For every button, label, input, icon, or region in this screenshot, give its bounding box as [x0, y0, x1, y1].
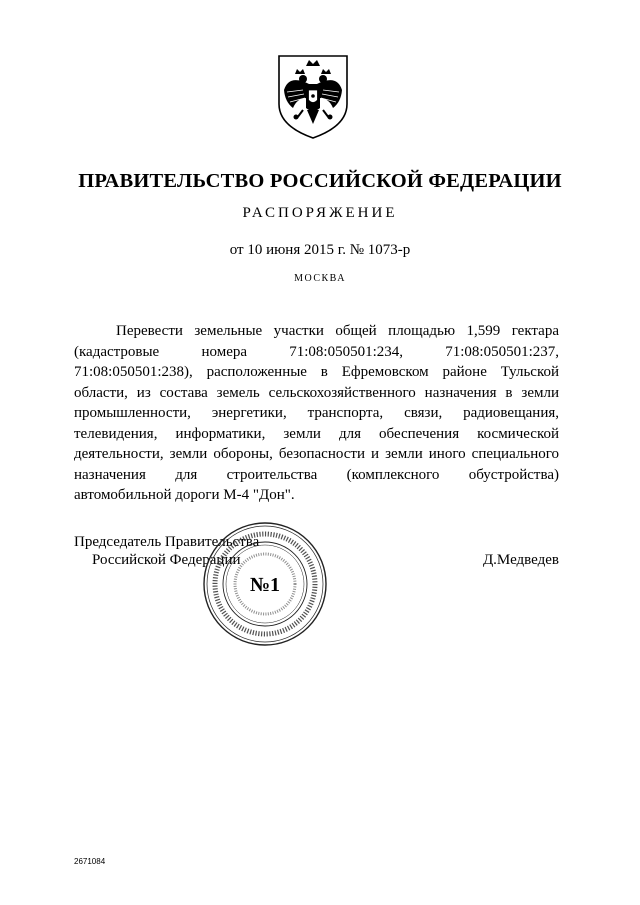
body-line: 71:08:050501:238), расположенные в Ефремовском районе Тульской — [74, 364, 559, 380]
body-line: промышленности, энергетики, транспорта, связи, радиовещания, — [74, 405, 559, 421]
russian-coat-of-arms-icon — [273, 52, 353, 140]
official-stamp-seal-icon — [201, 520, 329, 648]
body-line: автомобильной дороги М-4 "Дон". — [74, 487, 295, 503]
body-line: области, из состава земель сельскохозяйственного назначения в земли — [74, 384, 559, 401]
document-city: МОСКВА — [294, 273, 346, 284]
government-title: ПРАВИТЕЛЬСТВО РОССИЙСКОЙ ФЕДЕРАЦИИ — [78, 170, 562, 192]
body-line: назначения для строительства (комплексного обустройства) — [74, 466, 559, 483]
signer-position-line1: Председатель Правительства — [74, 534, 260, 550]
body-line: (кадастровые номера 71:08:050501:234, 71:08:050501:237, — [74, 343, 559, 360]
order-body-text — [74, 321, 559, 506]
signer-position-line2: Российской Федерации — [92, 552, 241, 568]
document-date-number: от 10 июня 2015 г. № 1073-р — [229, 242, 411, 258]
body-line: телевидения, информатики, земли для обеспечения космической — [74, 425, 559, 442]
seal-number: №1 — [249, 574, 281, 596]
body-line: деятельности, земли обороны, безопасности и земли иного специального — [74, 446, 559, 462]
signer-name: Д.Медведев — [482, 552, 559, 568]
body-line: Перевести земельные участки общей площадью 1,599 гектара — [116, 323, 559, 339]
document-type: РАСПОРЯЖЕНИЕ — [242, 205, 398, 221]
document-code: 2671084 — [74, 857, 106, 866]
